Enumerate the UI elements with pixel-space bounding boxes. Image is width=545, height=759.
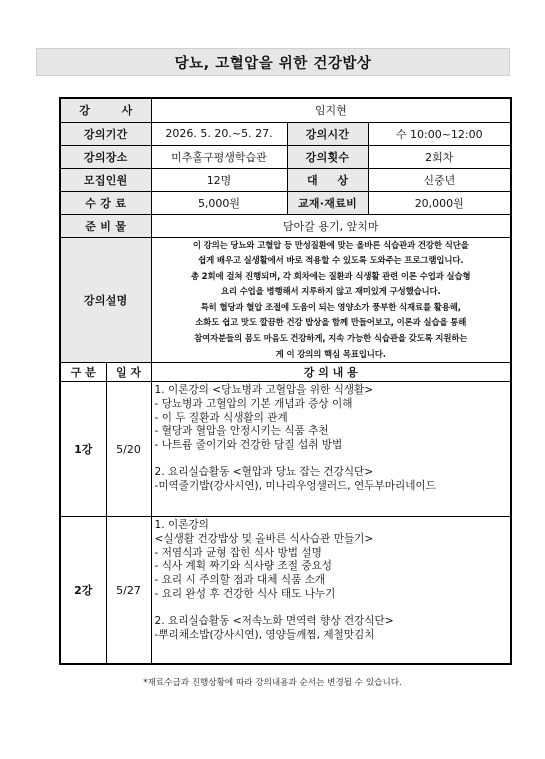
prep-label: 준 비 물 [60, 214, 151, 237]
material-value: 20,000원 [368, 191, 511, 214]
time-label: 강의시간 [287, 122, 368, 145]
target-label: 대 상 [287, 168, 368, 191]
capacity-label: 모집인원 [60, 168, 151, 191]
description-line: 이 강의는 당뇨와 고혈압 등 만성질환에 맞는 올바른 식습관과 건강한 식단을 [192, 239, 469, 250]
description-label: 강의설명 [60, 237, 151, 363]
session-date: 5/20 [106, 382, 151, 517]
col-content-header: 강 의 내 용 [151, 363, 511, 382]
description-line: 요리 수업을 병행해서 지루하지 않고 재미있게 구성했습니다. [220, 286, 441, 297]
target-value: 신중년 [368, 168, 511, 191]
description-line: 특히 혈당과 혈압 조절에 도움이 되는 영양소가 풍부한 식재료를 활용해, [200, 301, 461, 312]
place-value: 미추홀구평생학습관 [151, 145, 287, 168]
col-session-header: 구 분 [60, 363, 106, 382]
session-date: 5/27 [106, 517, 151, 664]
period-value: 2026. 5. 20.~5. 27. [151, 122, 287, 145]
footnote: *재료수급과 진행상황에 따라 강의내용과 순서는 변경될 수 있습니다. [143, 678, 402, 688]
description-text [151, 237, 511, 363]
fee-label: 수 강 료 [60, 191, 151, 214]
description-line: 소화도 쉽고 맛도 깔끔한 건강 밥상을 함께 만들어보고, 이론과 실습을 통해 [195, 317, 467, 328]
place-label: 강의장소 [60, 145, 151, 168]
material-label: 교재·재료비 [287, 191, 368, 214]
prep-value: 담아갈 용기, 앞치마 [151, 214, 511, 237]
session-number: 2강 [60, 517, 106, 664]
session-number: 1강 [60, 382, 106, 517]
description-line: 참여자분들의 몸도 마음도 건강하게, 지속 가능한 식습관을 갖도록 지원하는 [194, 333, 468, 344]
instructor-label: 강 사 [60, 98, 151, 122]
sessions-value: 2회차 [368, 145, 511, 168]
instructor-value: 임지현 [151, 98, 511, 122]
time-value: 수 10:00~12:00 [368, 122, 511, 145]
page-title: 당뇨, 고혈압을 위한 건강밥상 [36, 48, 510, 76]
fee-value: 5,000원 [151, 191, 287, 214]
session-content: 1. 이론강의 <실생활 건강밥상 및 올바른 식사습관 만들기> - 저염식과 균형 잡힌 식사 방법 설명 - 식사 계획 짜기와 식사량 조절 중요성 - 요리 시 주의할 점과 대체 식품 소개 - 요리 완성 후 건강한 식사 태도 나누기 2. 요리실습활동 <저속노화 면역력 향상 건강식단> -뿌리채소밥(강사시연), 영양들깨찜, 제철맛김치 [151, 517, 511, 664]
course-info-table [59, 97, 512, 665]
sessions-label: 강의횟수 [287, 145, 368, 168]
period-label: 강의기간 [60, 122, 151, 145]
description-line: 게 이 강의의 핵심 목표입니다. [275, 348, 386, 359]
capacity-value: 12명 [151, 168, 287, 191]
description-line: 쉽게 배우고 실생활에서 바로 적용할 수 있도록 도와주는 프로그램입니다. [198, 255, 464, 266]
description-line: 총 2회에 걸쳐 진행되며, 각 회차에는 질환과 식생활 관련 이론 수업과 실습형 [191, 270, 471, 281]
col-date-header: 일 자 [106, 363, 151, 382]
session-content: 1. 이론강의 <당뇨병과 고혈압을 위한 식생활> - 당뇨병과 고혈압의 기본 개념과 증상 이해 - 이 두 질환과 식생활의 관계 - 혈당과 혈압을 안정시키는 식품 추천 - 나트륨 줄이기와 건강한 당질 섭취 방법 2. 요리실습활동 <혈압과 당뇨 잡는 건강식단> -미역줄기밥(강사시연), 미나리우엉샐러드, 연두부마리네이드 [151, 382, 511, 517]
